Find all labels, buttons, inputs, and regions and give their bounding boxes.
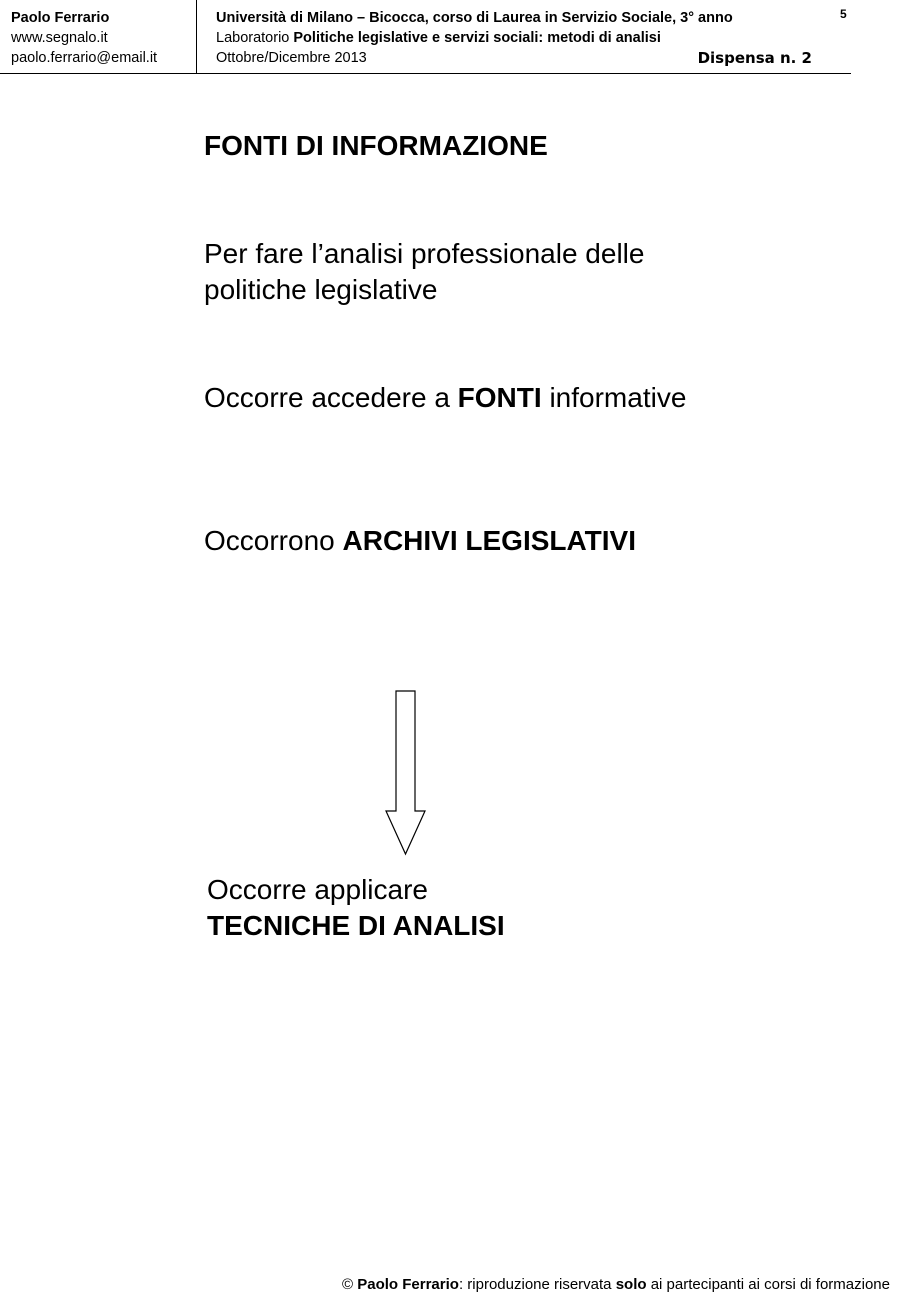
paragraph-archives-prefix: Occorrono — [204, 525, 343, 556]
footer-text2: ai partecipanti ai corsi di formazione — [646, 1276, 890, 1293]
footer-copyright-symbol: © — [342, 1276, 358, 1293]
header-horizontal-divider — [0, 73, 851, 74]
header-vertical-divider — [196, 0, 197, 74]
page-title: FONTI DI INFORMAZIONE — [204, 130, 548, 161]
author-email: paolo.ferrario@email.it — [11, 50, 158, 66]
lab-title: Politiche legislative e servizi sociali: metodi di analisi — [293, 30, 661, 46]
course-line: Università di Milano – Bicocca, corso di Laurea in Servizio Sociale, 3° anno — [216, 10, 733, 26]
period-line: Ottobre/Dicembre 2013 — [216, 50, 367, 66]
footer-solo: solo — [615, 1276, 647, 1293]
author-website: www.segnalo.it — [11, 30, 108, 46]
footer-owner: Paolo Ferrario — [357, 1276, 459, 1293]
author-name: Paolo Ferrario — [11, 10, 110, 26]
page-number: 5 — [840, 7, 847, 21]
footer-text1: : riproduzione riservata — [458, 1276, 616, 1293]
conclusion-block — [207, 872, 505, 944]
paragraph-analysis-line2: politiche legislative — [204, 274, 438, 305]
lab-line — [216, 28, 831, 48]
paragraph-archives-bold: ARCHIVI LEGISLATIVI — [342, 525, 636, 556]
conclusion-line2: TECNICHE DI ANALISI — [207, 910, 505, 941]
footer-copyright — [342, 1276, 890, 1294]
paragraph-sources — [204, 380, 824, 416]
header-author-block — [11, 8, 196, 68]
lab-prefix: Laboratorio — [216, 30, 294, 46]
down-arrow-icon — [385, 690, 427, 856]
paragraph-analysis-line1: Per fare l’analisi professionale delle — [204, 238, 645, 269]
paragraph-sources-suffix: informative — [541, 382, 687, 413]
paragraph-analysis — [204, 236, 824, 308]
conclusion-line1: Occorre applicare — [207, 874, 428, 905]
paragraph-archives — [204, 523, 824, 559]
dispensa-label: Dispensa n. 2 — [697, 49, 812, 67]
paragraph-sources-bold: FONTI — [457, 382, 542, 413]
paragraph-sources-prefix: Occorre accedere a — [204, 382, 458, 413]
